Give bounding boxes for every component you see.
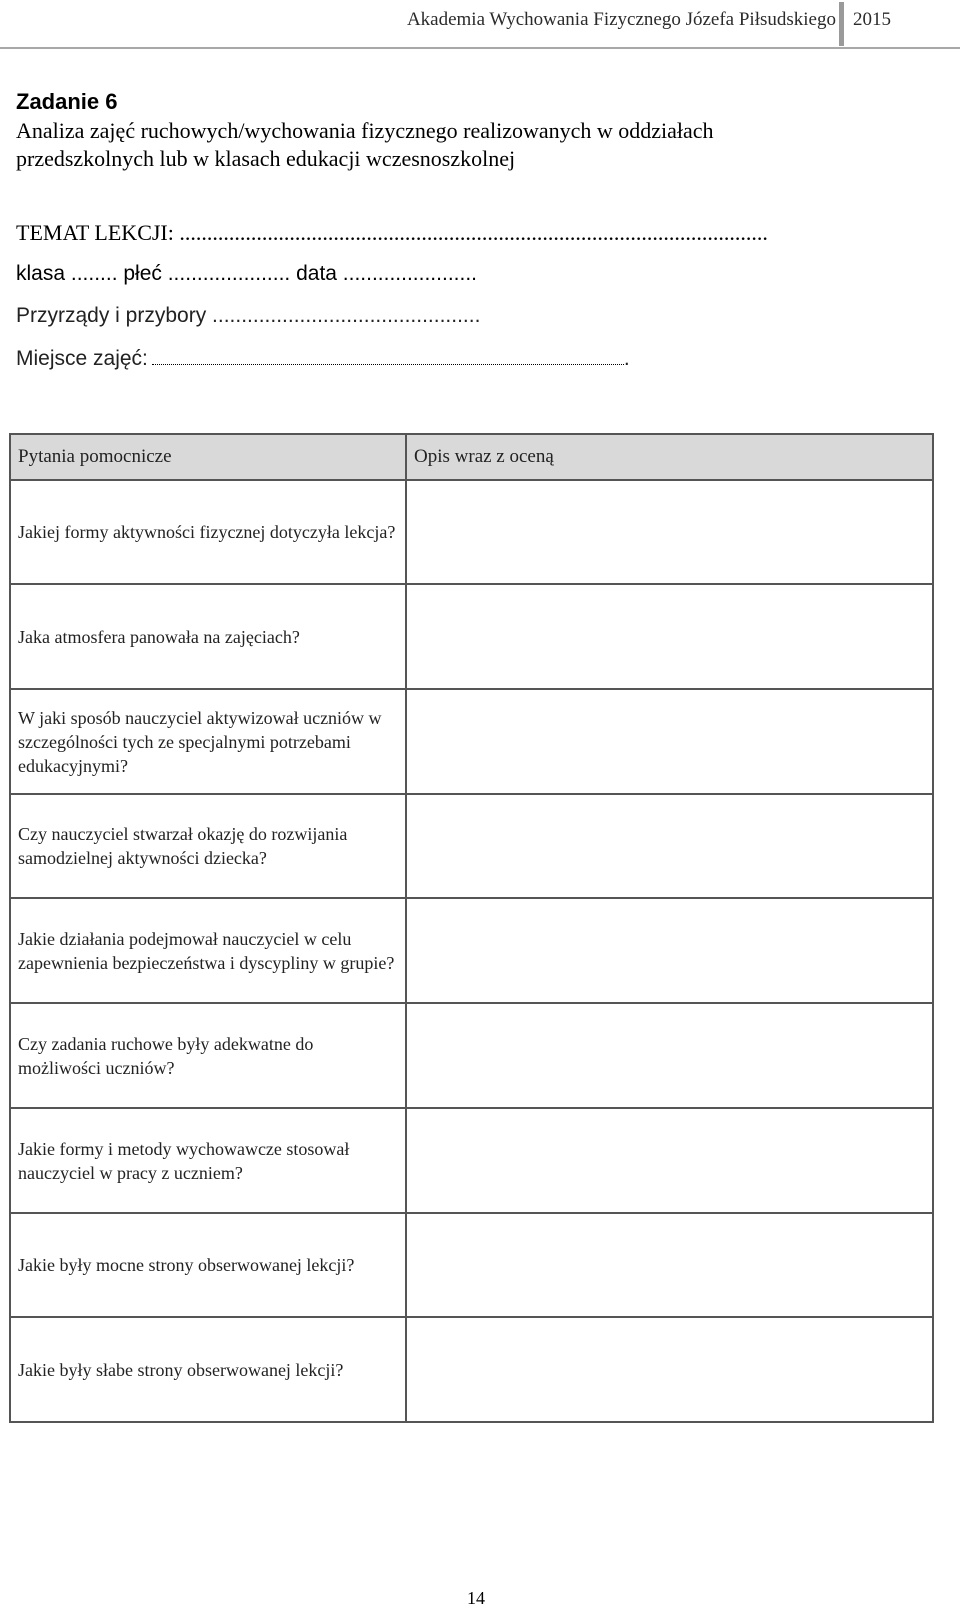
header-year: 2015 bbox=[853, 9, 891, 30]
answer-cell[interactable] bbox=[406, 584, 933, 689]
place-label: Miejsce zajęć: bbox=[16, 347, 148, 370]
question-cell: Jakiej formy aktywności fizycznej dotyczyła lekcja? bbox=[10, 480, 406, 584]
question-cell: Jaka atmosfera panowała na zajęciach? bbox=[10, 584, 406, 689]
question-cell: Czy zadania ruchowe były adekwatne do możliwości uczniów? bbox=[10, 1003, 406, 1108]
answer-cell[interactable] bbox=[406, 1108, 933, 1213]
table-row bbox=[10, 480, 933, 584]
answer-cell[interactable] bbox=[406, 1317, 933, 1422]
table-row bbox=[10, 584, 933, 689]
place-field[interactable] bbox=[16, 346, 630, 371]
table-row bbox=[10, 1108, 933, 1213]
questions-table bbox=[9, 433, 934, 1423]
equipment-field[interactable]: Przyrządy i przybory .............................................. bbox=[16, 304, 481, 327]
question-cell: Jakie były słabe strony obserwowanej lekcji? bbox=[10, 1317, 406, 1422]
answer-cell[interactable] bbox=[406, 1003, 933, 1108]
place-fill-line[interactable] bbox=[152, 346, 624, 365]
question-cell: Czy nauczyciel stwarzał okazję do rozwijania samodzielnej aktywności dziecka? bbox=[10, 794, 406, 898]
header-title: Akademia Wychowania Fizycznego Józefa Piłsudskiego bbox=[406, 9, 836, 30]
question-cell: W jaki sposób nauczyciel aktywizował uczniów w szczególności tych ze specjalnymi potrzebami edukacyjnymi? bbox=[10, 689, 406, 794]
answer-cell[interactable] bbox=[406, 689, 933, 794]
header-questions: Pytania pomocnicze bbox=[10, 434, 406, 480]
task-title: Zadanie 6 bbox=[16, 89, 118, 114]
question-cell: Jakie były mocne strony obserwowanej lekcji? bbox=[10, 1213, 406, 1317]
place-end: . bbox=[623, 347, 630, 370]
page-number: 14 bbox=[467, 1588, 485, 1608]
header-rule bbox=[0, 47, 960, 49]
table-row bbox=[10, 1213, 933, 1317]
table-row bbox=[10, 1317, 933, 1422]
question-cell: Jakie działania podejmował nauczyciel w celu zapewnienia bezpieczeństwa i dyscypliny w grupie? bbox=[10, 898, 406, 1003]
task-description: Analiza zajęć ruchowych/wychowania fizycznego realizowanych w oddziałach przedszkolnych lub w klasach edukacji wczesnoszkolnej bbox=[16, 118, 714, 171]
table-row bbox=[10, 794, 933, 898]
table-row bbox=[10, 898, 933, 1003]
question-cell: Jakie formy i metody wychowawcze stosował nauczyciel w pracy z uczniem? bbox=[10, 1108, 406, 1213]
answer-cell[interactable] bbox=[406, 1213, 933, 1317]
answer-cell[interactable] bbox=[406, 794, 933, 898]
header-description: Opis wraz z oceną bbox=[406, 434, 933, 480]
topic-field[interactable]: TEMAT LEKCJI: ........................................................................................................... bbox=[16, 220, 768, 245]
table-row bbox=[10, 1003, 933, 1108]
header-separator bbox=[839, 2, 844, 46]
table-row bbox=[10, 689, 933, 794]
answer-cell[interactable] bbox=[406, 480, 933, 584]
class-sex-date-field[interactable]: klasa ........ płeć ..................... data ....................... bbox=[16, 262, 477, 285]
answer-cell[interactable] bbox=[406, 898, 933, 1003]
page-header bbox=[0, 0, 960, 50]
table-header-row bbox=[10, 434, 933, 480]
